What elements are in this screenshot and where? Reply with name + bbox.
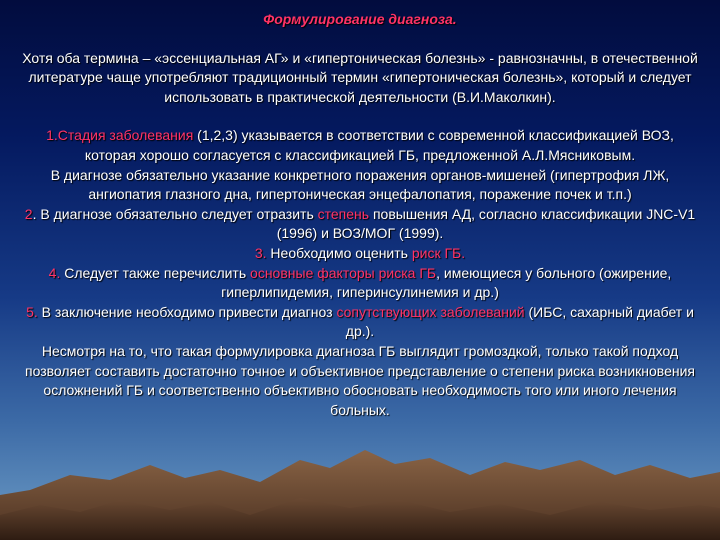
point-4 [20, 264, 700, 303]
point-1-text: (1,2,3) указывается в соответствии с современной классификацией ВОЗ, которая хорошо согласуется с классификацией ГБ, предложенной А.Л.Мясниковым. [84, 127, 674, 163]
point-4-text-b: , имеющиеся у больного (ожирение, гиперлипидемия, гиперинсулинемия и др.) [221, 264, 672, 301]
point-4-highlight: основные факторы риска ГБ [250, 264, 437, 281]
slide-content [20, 10, 700, 420]
point-1-highlight: 1.Стадия заболевания [46, 127, 194, 144]
point-5 [20, 303, 700, 342]
intro-paragraph: Хотя оба термина – «эссенциальная АГ» и «гипертоническая болезнь» - равнозначны, в отечественной литературе чаще употребляют традиционный термин «гипертоническая болезнь», который и следует использовать в практической деятельности (В.И.Маколкин). [22, 49, 698, 105]
point-2-text-a: . В диагнозе обязательно следует отразить [32, 205, 318, 222]
point-3-highlight: риск ГБ. [411, 244, 466, 261]
point-2-text-b: повышения АД, согласно классификации JNC-V1 (1996) и ВОЗ/МОГ (1999). [276, 205, 696, 242]
point-2-number: 2 [24, 205, 33, 222]
point-5-number: 5. [26, 303, 38, 320]
point-3-text: Необходимо оценить [266, 244, 412, 261]
point-4-text-a: Следует также перечислить [60, 264, 251, 281]
point-3-number: 3. [254, 244, 267, 261]
point-3 [20, 244, 700, 264]
point-5-highlight: сопутствующих заболеваний [336, 303, 525, 320]
slide-title: Формулирование диагноза. [263, 11, 457, 27]
point-2 [20, 205, 700, 244]
point-5-text-b: (ИБС, сахарный диабет и др.). [345, 303, 694, 340]
point-1b: В диагнозе обязательно указание конкретного поражения органов-мишеней (гипертрофия ЛЖ, ангиопатия глазного дна, гипертоническая энцефалопатия, поражение почек и т.п.) [50, 166, 670, 203]
point-1 [20, 126, 700, 165]
point-5-text-a: В заключение необходимо привести диагноз [37, 303, 337, 320]
conclusion-paragraph: Несмотря на то, что такая формулировка диагноза ГБ выглядит громоздкой, только такой подход позволяет составить достаточно точное и объективное представление о степени риска возникновения осложнений ГБ и соответственно объективно обосновать необходимость того или иного лечения больных. [25, 342, 695, 418]
point-4-number: 4. [48, 264, 61, 281]
point-2-highlight: степень [317, 205, 370, 222]
mountains-decoration [0, 420, 720, 540]
